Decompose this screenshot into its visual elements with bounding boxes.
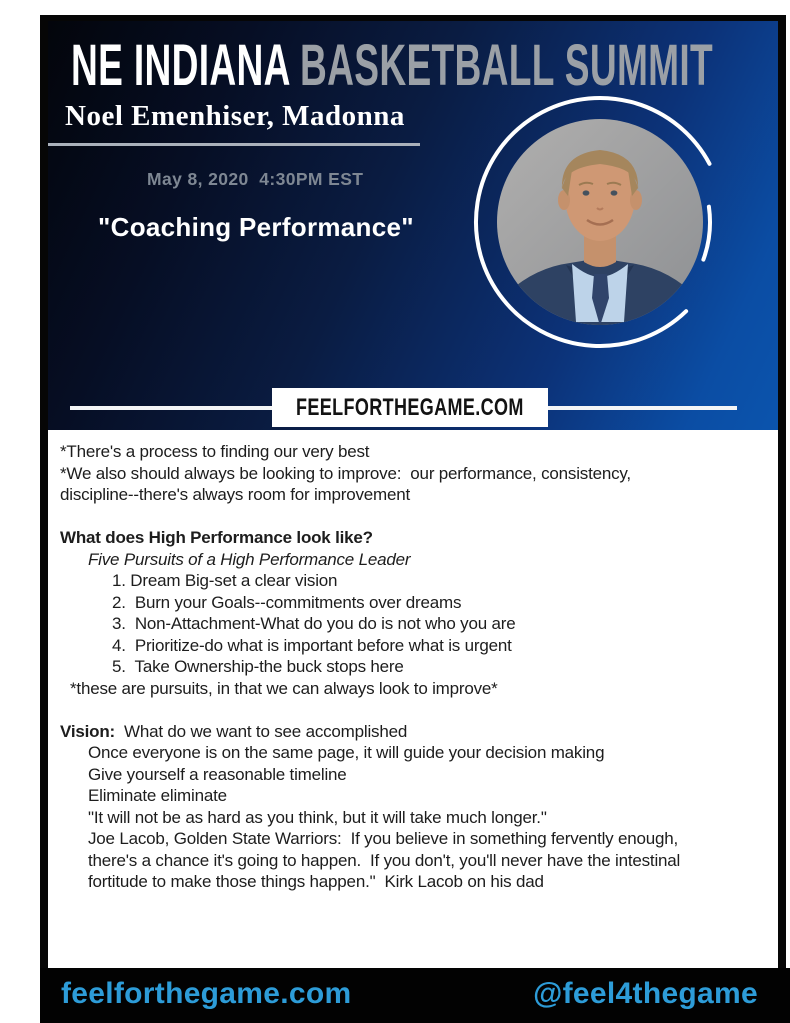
summit-title-event: BASKETBALL SUMMIT (300, 33, 714, 98)
note-line: discipline--there's always room for improvement (60, 485, 411, 504)
note-list-item: 5. Take Ownership-the buck stops here (112, 657, 404, 676)
note-line: *There's a process to finding our very best (60, 442, 370, 461)
note-line: there's a chance it's going to happen. If you don't, you'll never have the intestinal (88, 850, 681, 870)
note-list-item: 4. Prioritize-do what is important before what is urgent (112, 635, 512, 655)
note-heading-high-performance: What does High Performance look like? (60, 528, 373, 547)
header-section (48, 21, 778, 430)
note-line-blank (60, 506, 778, 528)
note-line: Once everyone is on the same page, it will guide your decision making (88, 743, 605, 762)
footer-social-handle: @feel4thegame (533, 976, 758, 1010)
note-line: Give yourself a reasonable timeline (88, 764, 347, 784)
vision-text: What do we want to see accomplished (114, 721, 408, 741)
speaker-underline (48, 143, 420, 146)
note-line: Eliminate eliminate (88, 786, 227, 805)
vision-label: Vision: (60, 721, 115, 741)
note-list-item: 3. Non-Attachment-What do you do is not who you are (112, 614, 516, 633)
note-subheading-five-pursuits: Five Pursuits of a High Performance Leader (88, 549, 411, 569)
note-list-item: 1. Dream Big-set a clear vision (112, 571, 338, 590)
footer-website: feelforthegame.com (61, 976, 352, 1010)
footer-bar (40, 968, 790, 1023)
note-line: *We also should always be looking to improve: our performance, consistency, (60, 463, 631, 483)
website-banner (272, 388, 548, 427)
summit-title-region: NE INDIANA (71, 33, 300, 98)
black-frame (40, 15, 786, 1023)
portrait (478, 119, 722, 332)
speaker-name: Noel Emenhiser, Madonna (65, 100, 405, 132)
headshot-graphic (448, 70, 758, 380)
note-line: *these are pursuits, in that we can always look to improve* (70, 678, 498, 698)
event-datetime: May 8, 2020 4:30PM EST (147, 169, 364, 189)
notes-section (48, 430, 778, 968)
website-banner-text: FEELFORTHEGAME.COM (296, 393, 524, 421)
speaker-headshot (448, 70, 758, 380)
note-list-item: 2. Burn your Goals--commitments over dreams (112, 592, 462, 612)
note-line: fortitude to make those things happen." Kirk Lacob on his dad (88, 872, 544, 891)
note-line: "It will not be as hard as you think, but it will take much longer." (88, 807, 547, 827)
talk-title: "Coaching Performance" (98, 212, 414, 242)
note-heading-vision (60, 721, 778, 743)
right-ring-arc (703, 207, 710, 260)
note-line: Joe Lacob, Golden State Warriors: If you believe in something fervently enough, (88, 829, 679, 848)
note-line-blank (60, 699, 778, 721)
